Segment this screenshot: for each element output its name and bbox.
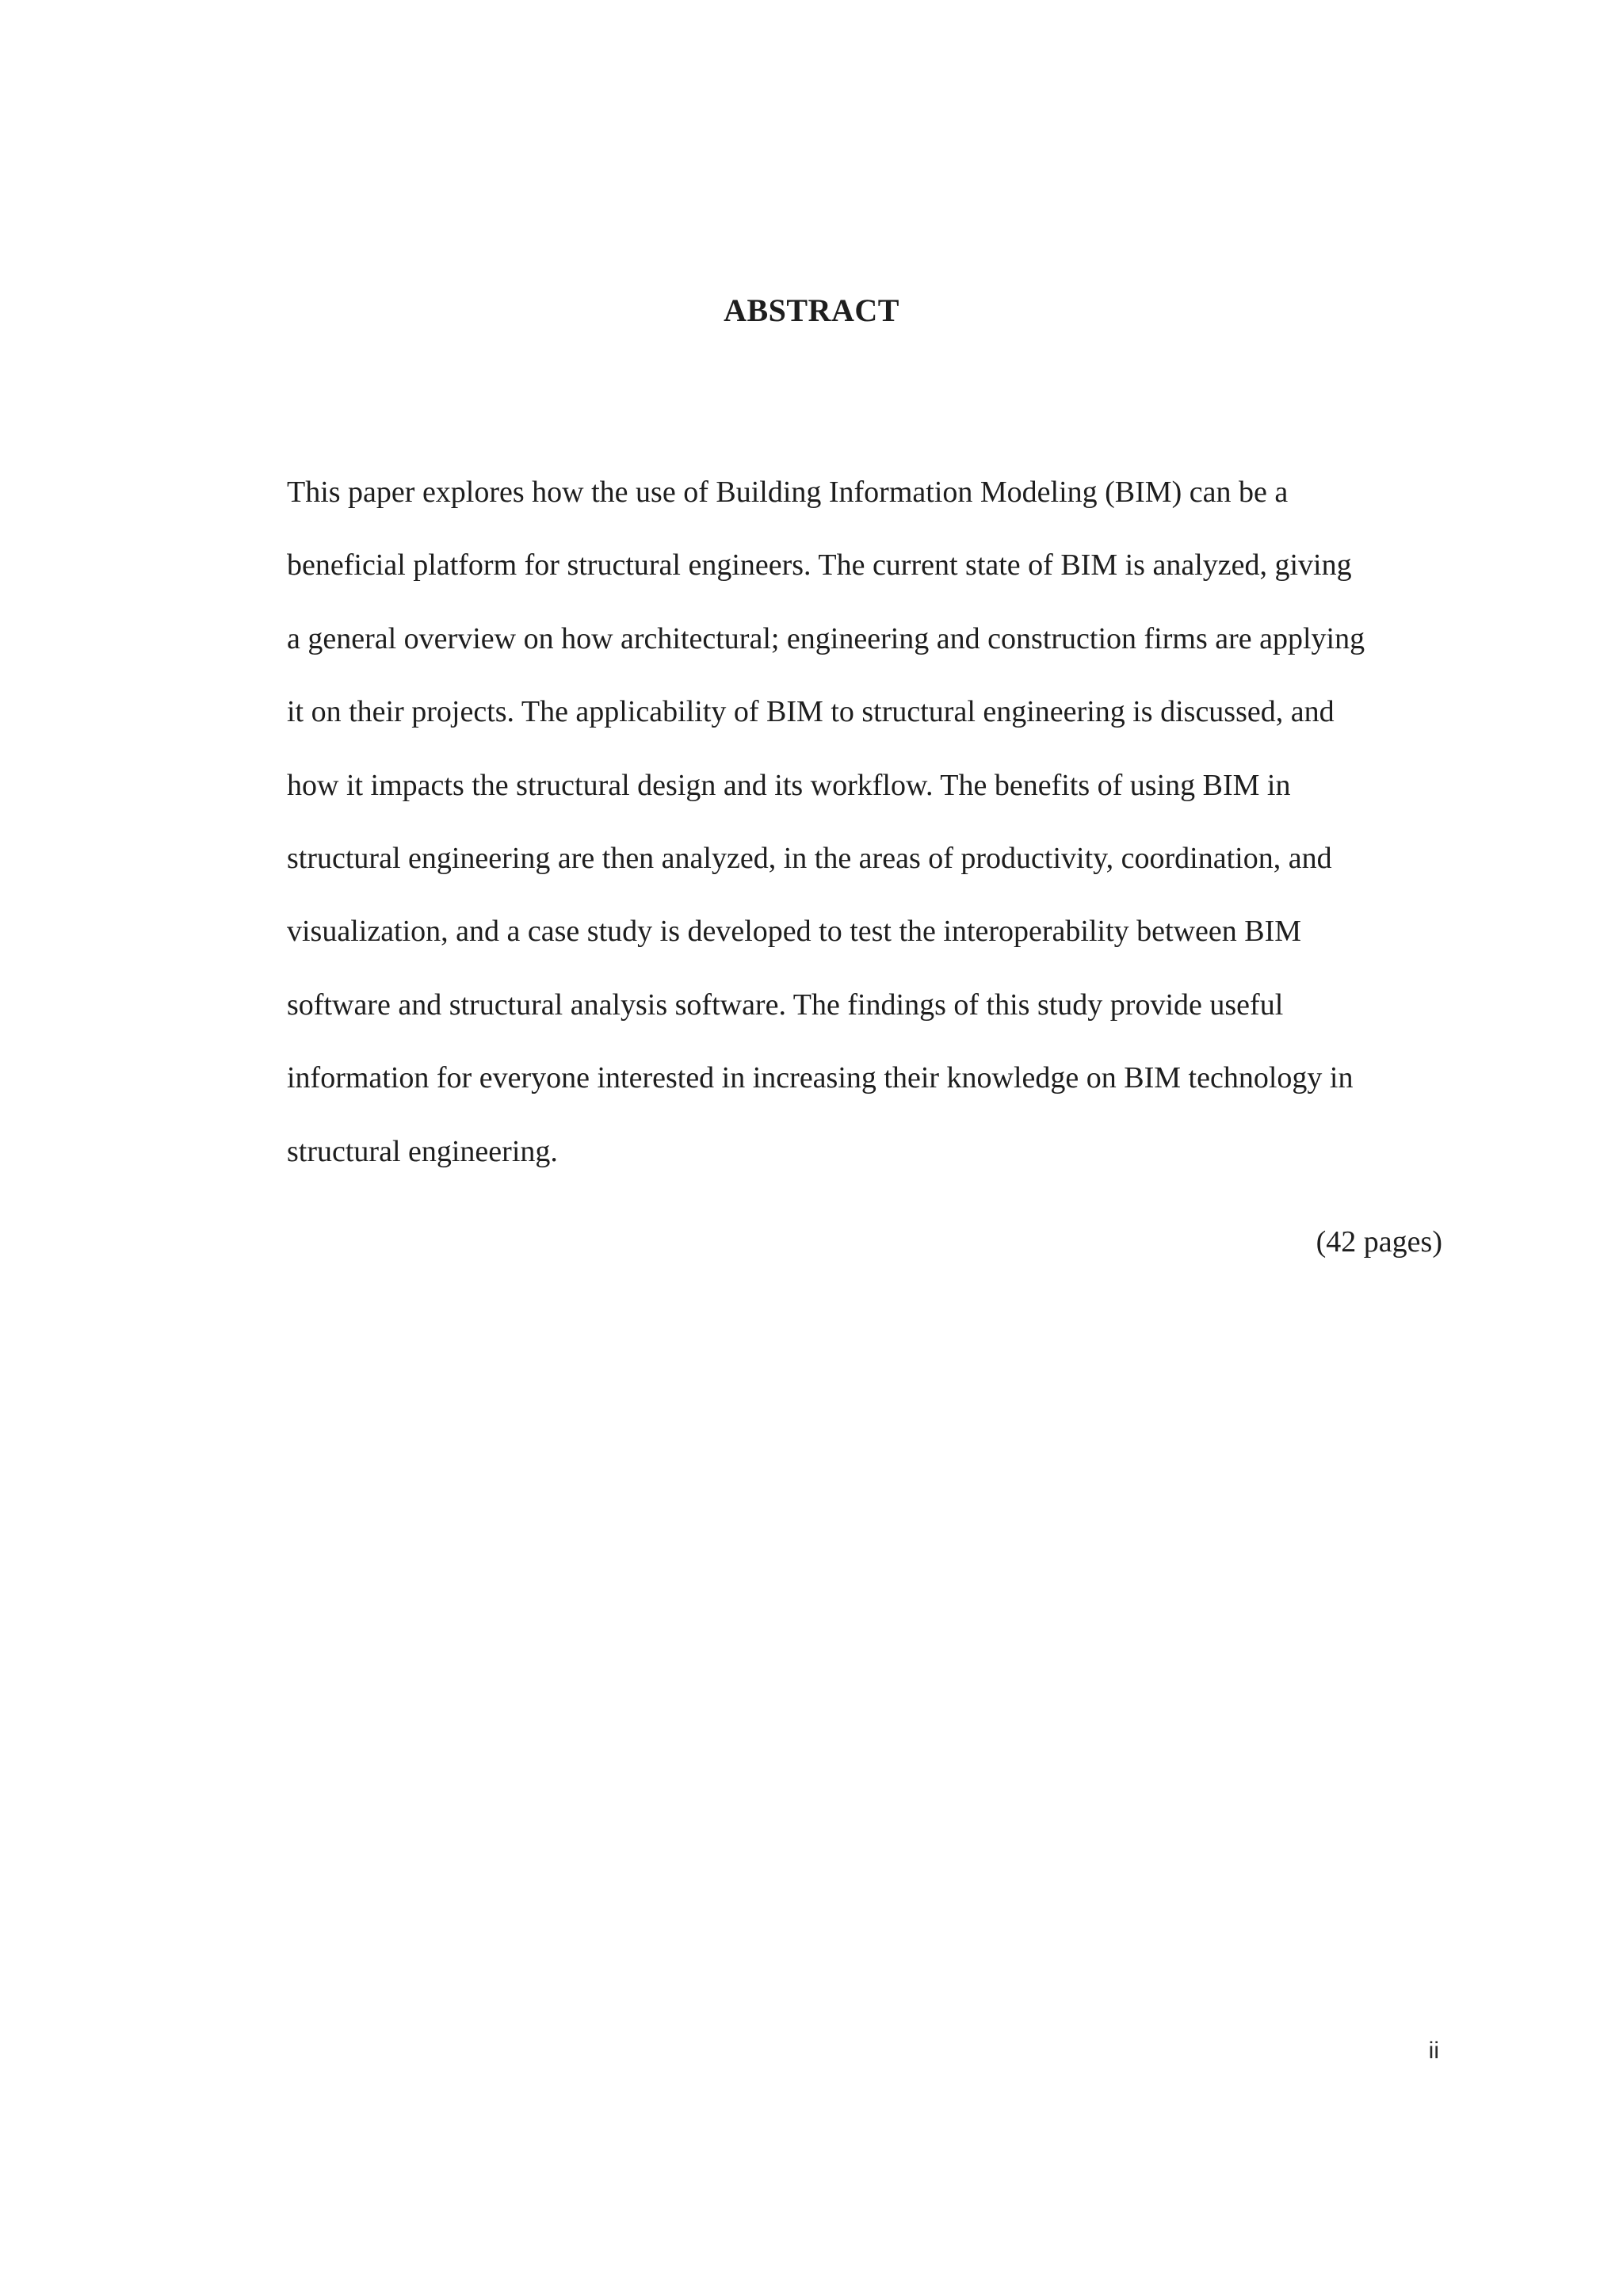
abstract-line: how it impacts the structural design and its workflow. The benefits of using BIM in [287, 768, 1291, 802]
abstract-line: information for everyone interested in increasing their knowledge on BIM technology in [287, 1061, 1354, 1095]
abstract-line: beneficial platform for structural engineers. The current state of BIM is analyzed, giving [287, 548, 1352, 583]
page-count: (42 pages) [1316, 1225, 1442, 1259]
abstract-line: structural engineering. [287, 1134, 558, 1168]
abstract-heading: ABSTRACT [724, 292, 899, 328]
abstract-line: software and structural analysis software. The findings of this study provide useful [287, 988, 1284, 1022]
abstract-line: it on their projects. The applicability of BIM to structural engineering is discussed, and [287, 695, 1335, 729]
abstract-line: visualization, and a case study is developed to test the interoperability between BIM [287, 915, 1302, 949]
abstract-line: a general overview on how architectural; engineering and construction firms are applying [287, 621, 1365, 655]
abstract-body [287, 456, 1439, 1188]
abstract-line: structural engineering are then analyzed, in the areas of productivity, coordination, and [287, 842, 1332, 876]
page-number: ii [1428, 2038, 1439, 2064]
abstract-line: This paper explores how the use of Building Information Modeling (BIM) can be a [287, 476, 1289, 509]
